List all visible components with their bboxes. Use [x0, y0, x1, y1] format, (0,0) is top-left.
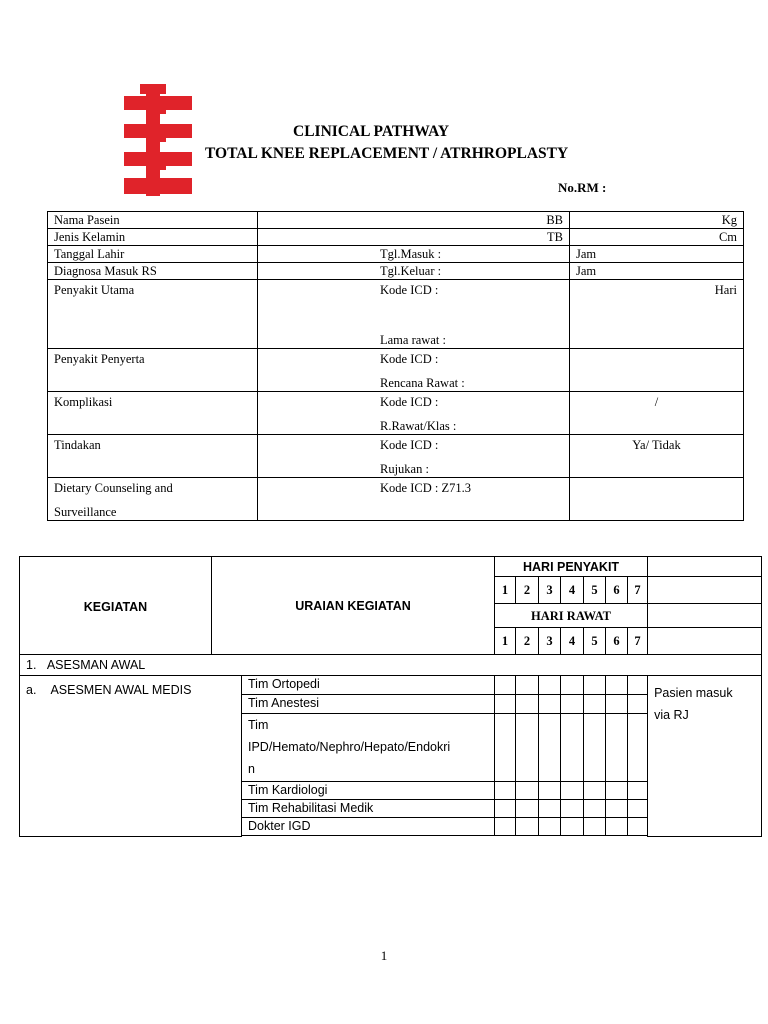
day-cell	[561, 782, 584, 800]
diagnosa-masuk-label: Diagnosa Masuk RS	[48, 263, 258, 280]
kode-icd-cell	[258, 392, 570, 435]
day-cell	[561, 800, 584, 818]
dietary-counseling-cell	[48, 478, 258, 521]
day-cell	[516, 782, 539, 800]
day-cell	[584, 714, 606, 782]
hospital-logo-icon	[122, 84, 192, 196]
day-cell	[561, 714, 584, 782]
day-cell	[628, 714, 648, 782]
day-cell	[539, 782, 561, 800]
tim-ipd-line: Tim	[248, 718, 269, 732]
kg-label: Kg	[570, 212, 744, 229]
day-cell	[516, 676, 539, 695]
kode-icd-label: Kode ICD :	[380, 283, 439, 297]
day-cell	[495, 782, 516, 800]
page-number: 1	[380, 948, 388, 963]
empty-cell	[648, 577, 762, 604]
tim-kardiologi-label: Tim Kardiologi	[242, 782, 495, 800]
note-line: Pasien masuk	[654, 686, 733, 700]
day-number: 7	[628, 628, 648, 655]
day-number: 4	[561, 577, 584, 604]
day-cell	[516, 714, 539, 782]
lama-rawat-label: Lama rawat :	[380, 333, 446, 347]
empty-cell	[648, 628, 762, 655]
jenis-kelamin-label: Jenis Kelamin	[48, 229, 258, 246]
uraian-kegiatan-header: URAIAN KEGIATAN	[212, 557, 495, 655]
day-cell	[495, 800, 516, 818]
kode-icd-cell	[258, 435, 570, 478]
day-number: 2	[516, 577, 539, 604]
tim-ipd-line: IPD/Hemato/Nephro/Hepato/Endokri	[248, 740, 451, 754]
tim-ortopedi-label: Tim Ortopedi	[242, 676, 495, 695]
day-cell	[495, 676, 516, 695]
komplikasi-label: Komplikasi	[48, 392, 258, 435]
dokter-igd-label: Dokter IGD	[242, 818, 495, 836]
day-cell	[495, 714, 516, 782]
jam-label: Jam	[570, 263, 744, 280]
day-cell	[561, 676, 584, 695]
asesmen-awal-medis-label: ASESMEN AWAL MEDIS	[50, 683, 192, 697]
day-number: 4	[561, 628, 584, 655]
day-number: 3	[539, 577, 561, 604]
day-cell	[539, 818, 561, 836]
day-cell	[495, 695, 516, 714]
day-number: 3	[539, 628, 561, 655]
rencana-rawat-value	[570, 349, 744, 392]
day-cell	[584, 800, 606, 818]
slash-separator: /	[570, 392, 744, 435]
tim-anestesi-label: Tim Anestesi	[242, 695, 495, 714]
asesmen-awal-medis-cell	[20, 676, 242, 837]
day-number: 7	[628, 577, 648, 604]
empty-cell	[648, 557, 762, 577]
no-rm-label: No.RM :	[558, 180, 607, 195]
day-cell	[584, 695, 606, 714]
ruang-rawat-kelas-label: R.Rawat/Klas :	[380, 419, 457, 433]
day-number: 5	[584, 577, 606, 604]
ya-tidak-label: Ya/ Tidak	[570, 435, 744, 478]
kode-icd-label: Kode ICD :	[380, 395, 439, 409]
kode-icd-cell	[258, 280, 570, 349]
penyakit-utama-label: Penyakit Utama	[48, 280, 258, 349]
day-cell	[495, 818, 516, 836]
spacer	[242, 836, 648, 837]
day-cell	[584, 782, 606, 800]
tim-ipd-cell	[242, 714, 495, 782]
day-cell	[628, 782, 648, 800]
kode-icd-label: Kode ICD :	[380, 352, 439, 366]
note-cell	[648, 676, 762, 837]
day-number: 5	[584, 628, 606, 655]
day-number: 2	[516, 628, 539, 655]
day-cell	[628, 800, 648, 818]
tim-rehabilitasi-medik-label: Tim Rehabilitasi Medik	[242, 800, 495, 818]
tindakan-label: Tindakan	[48, 435, 258, 478]
day-cell	[628, 818, 648, 836]
section-asesman-awal: 1. ASESMAN AWAL	[20, 655, 762, 676]
day-cell	[628, 676, 648, 695]
day-number: 1	[495, 577, 516, 604]
empty-cell	[648, 604, 762, 628]
tgl-masuk-label: Tgl.Masuk :	[258, 246, 570, 263]
surveillance-label: Surveillance	[54, 505, 117, 519]
note-line: via RJ	[654, 708, 689, 722]
penyakit-penyerta-label: Penyakit Penyerta	[48, 349, 258, 392]
patient-info-table	[47, 211, 744, 521]
day-cell	[561, 818, 584, 836]
kode-icd-label: Kode ICD :	[380, 438, 439, 452]
tanggal-lahir-label: Tanggal Lahir	[48, 246, 258, 263]
rujukan-label: Rujukan :	[380, 462, 429, 476]
bb-label: BB	[258, 212, 570, 229]
day-cell	[584, 676, 606, 695]
hari-label: Hari	[570, 280, 744, 349]
activity-table	[19, 556, 762, 837]
nama-pasien-label: Nama Pasein	[48, 212, 258, 229]
day-cell	[539, 695, 561, 714]
day-cell	[606, 676, 628, 695]
day-cell	[584, 818, 606, 836]
hari-penyakit-header: HARI PENYAKIT	[495, 557, 648, 577]
day-cell	[539, 714, 561, 782]
day-cell	[606, 782, 628, 800]
day-cell	[606, 714, 628, 782]
day-cell	[516, 818, 539, 836]
day-cell	[628, 695, 648, 714]
tim-ipd-line: n	[248, 762, 255, 776]
cm-label: Cm	[570, 229, 744, 246]
day-cell	[606, 800, 628, 818]
dietary-counseling-label: Dietary Counseling and	[54, 481, 173, 495]
empty-cell	[570, 478, 744, 521]
hari-rawat-header: HARI RAWAT	[495, 604, 648, 628]
day-cell	[606, 695, 628, 714]
kode-icd-cell	[258, 349, 570, 392]
day-cell	[539, 676, 561, 695]
kegiatan-header: KEGIATAN	[20, 557, 212, 655]
tb-label: TB	[258, 229, 570, 246]
day-cell	[539, 800, 561, 818]
day-cell	[606, 818, 628, 836]
jam-label: Jam	[570, 246, 744, 263]
day-cell	[561, 695, 584, 714]
day-number: 6	[606, 577, 628, 604]
rencana-rawat-label: Rencana Rawat :	[380, 376, 465, 390]
day-cell	[516, 800, 539, 818]
day-cell	[516, 695, 539, 714]
day-number: 1	[495, 628, 516, 655]
tgl-keluar-label: Tgl.Keluar :	[258, 263, 570, 280]
sub-item-marker: a.	[26, 683, 37, 697]
day-number: 6	[606, 628, 628, 655]
kode-icd-z71-label: Kode ICD : Z71.3	[258, 478, 570, 521]
